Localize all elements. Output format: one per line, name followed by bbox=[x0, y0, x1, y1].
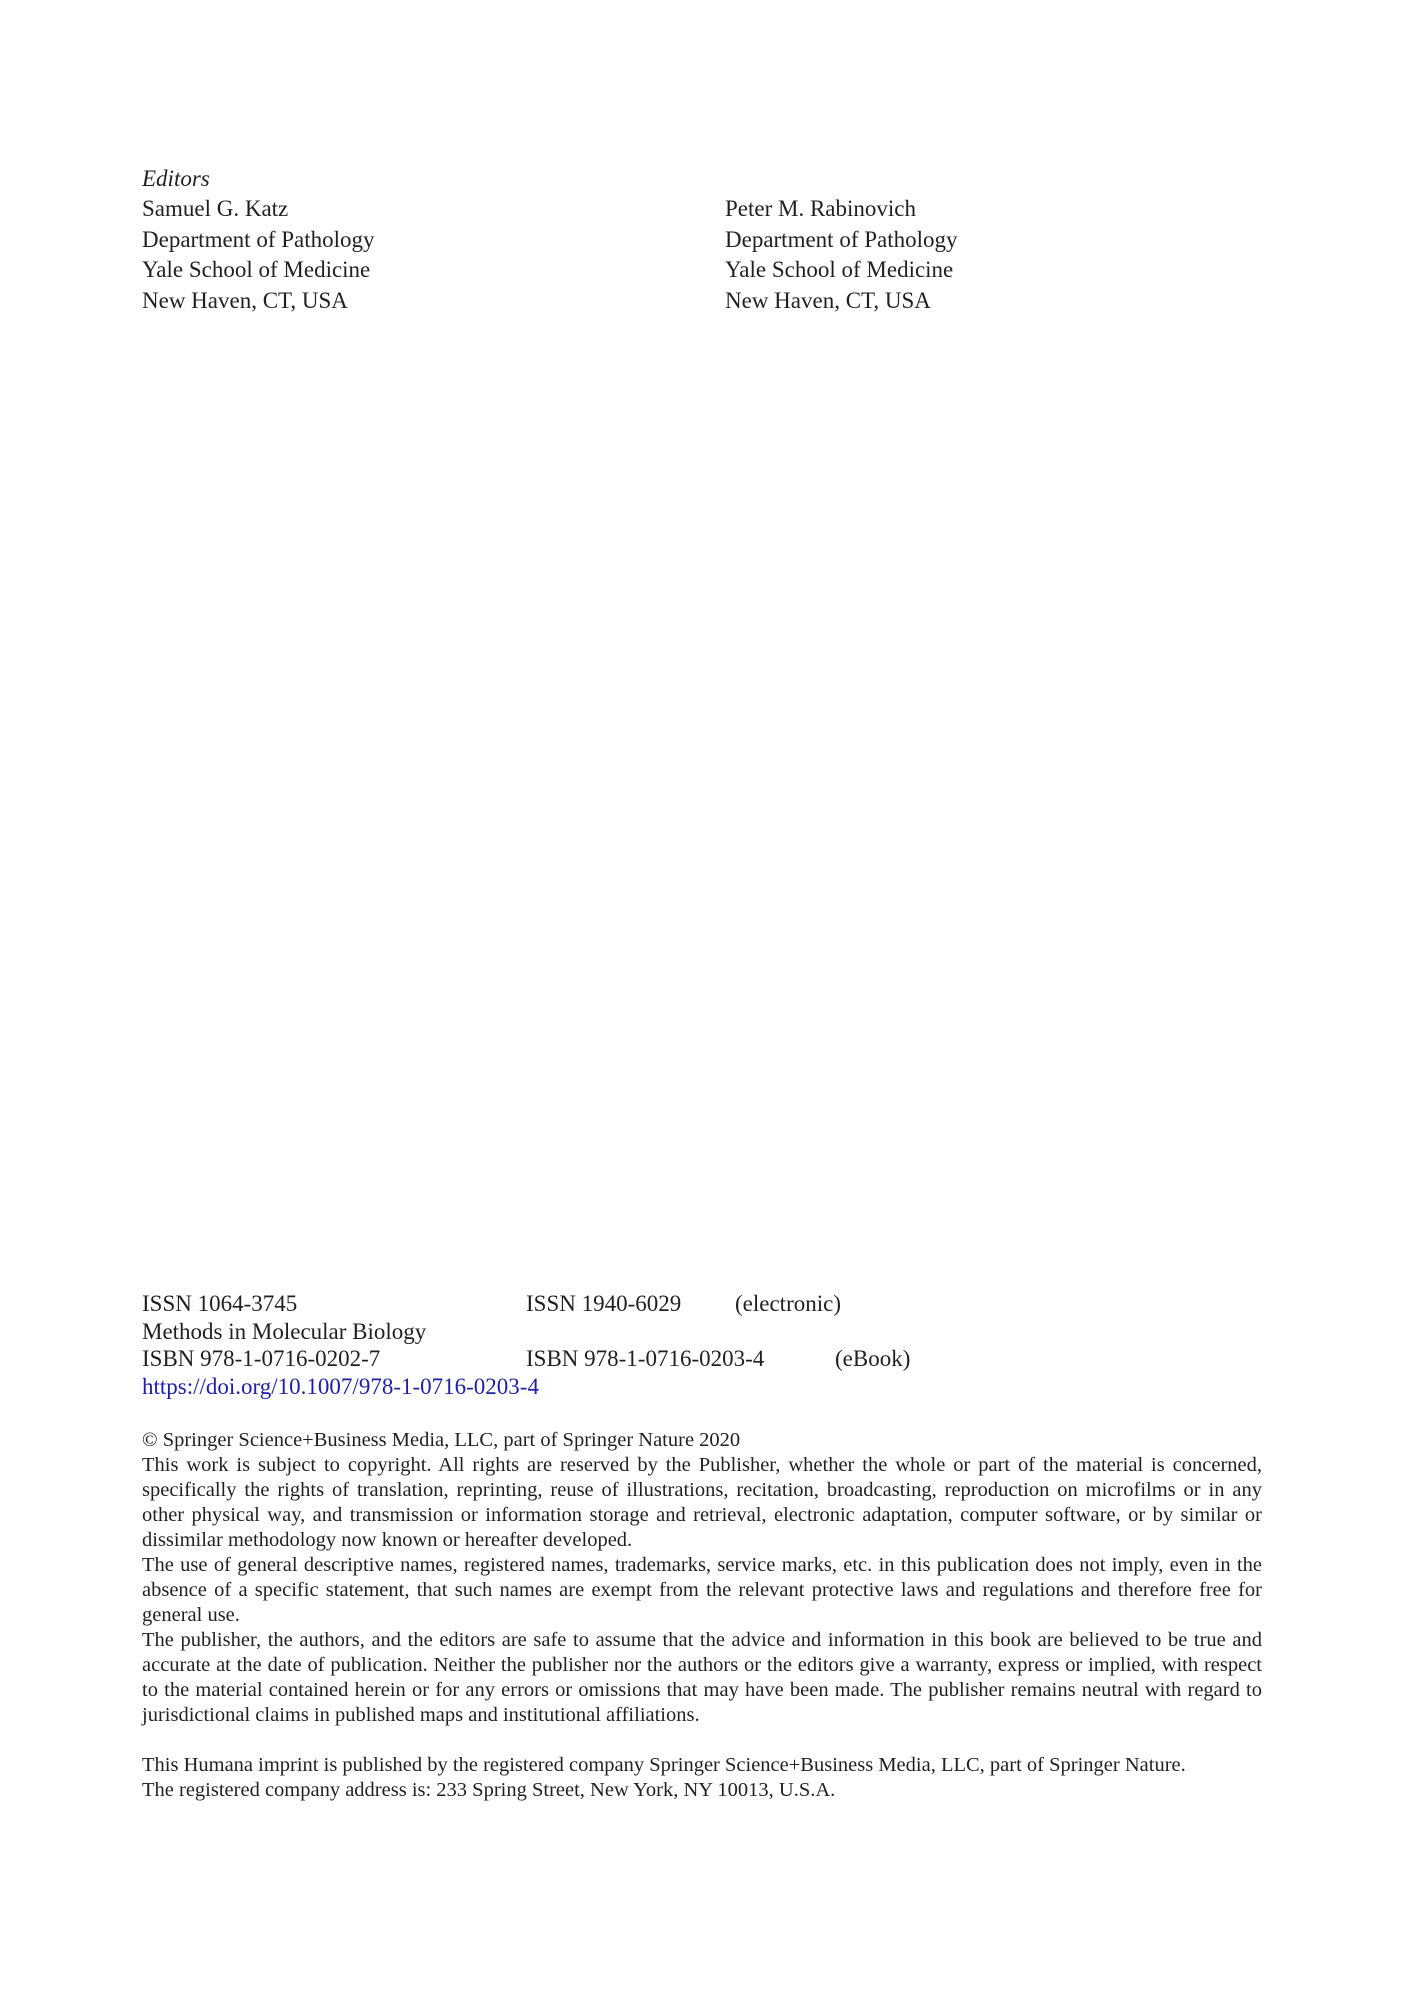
editor-right bbox=[725, 194, 958, 316]
editor-location: New Haven, CT, USA bbox=[725, 287, 931, 313]
editor-name: Samuel G. Katz bbox=[142, 196, 289, 221]
issn-electronic-note: (electronic) bbox=[735, 1291, 841, 1316]
isbn-ebook: ISBN 978-1-0716-0203-4 bbox=[526, 1346, 765, 1371]
doi-link[interactable]: https://doi.org/10.1007/978-1-0716-0203-4 bbox=[142, 1373, 539, 1399]
editor-left bbox=[142, 194, 375, 316]
editor-location: New Haven, CT, USA bbox=[142, 287, 348, 313]
series-title: Methods in Molecular Biology bbox=[142, 1318, 427, 1344]
editor-institution: Yale School of Medicine bbox=[142, 257, 371, 282]
editor-institution: Yale School of Medicine bbox=[725, 257, 954, 282]
editors-label: Editors bbox=[142, 166, 210, 191]
issn-electronic: ISSN 1940-6029 bbox=[526, 1291, 682, 1316]
imprint-notice: This Humana imprint is published by the registered company Springer Science+Business Media, LLC, part of Springer Nature. bbox=[142, 1754, 1186, 1776]
copyright-notice: This work is subject to copyright. All rights are reserved by the Publisher, whether the whole or part of the material is concerned, specifically the rights of translation, reprinting, reuse of illustrations, recitation, broadcasting, reproduction on microfilms or in any other physical way, and transmission or information storage and retrieval, electronic adaptation, computer software, or by similar or dissimilar methodology now known or hereafter developed. bbox=[142, 1454, 1262, 1551]
issn-print: ISSN 1064-3745 bbox=[142, 1291, 298, 1316]
isbn-ebook-note: (eBook) bbox=[835, 1346, 911, 1371]
editor-department: Department of Pathology bbox=[725, 226, 958, 252]
copyright-line: © Springer Science+Business Media, LLC, part of Springer Nature 2020 bbox=[142, 1429, 741, 1451]
company-address: The registered company address is: 233 Spring Street, New York, NY 10013, U.S.A. bbox=[142, 1779, 836, 1801]
paragraph-gap bbox=[142, 1728, 1262, 1753]
isbn-print: ISBN 978-1-0716-0202-7 bbox=[142, 1346, 381, 1371]
trademark-notice: The use of general descriptive names, registered names, trademarks, service marks, etc. in this publication does not imply, even in the absence of a specific statement, that such names are exempt from the relevant protective laws and regulations and therefore free for general use. bbox=[142, 1554, 1262, 1626]
publisher-disclaimer: The publisher, the authors, and the editors are safe to assume that the advice and information in this book are believed to be true and accurate at the date of publication. Neither the publisher nor the authors or the editors give a warranty, express or implied, with respect to the material contained herein or for any errors or omissions that may have been made. The publisher remains neutral with regard to jurisdictional claims in published maps and institutional affiliations. bbox=[142, 1629, 1262, 1726]
editor-department: Department of Pathology bbox=[142, 226, 375, 252]
editor-name: Peter M. Rabinovich bbox=[725, 196, 916, 221]
legal-block bbox=[142, 1428, 1262, 1803]
